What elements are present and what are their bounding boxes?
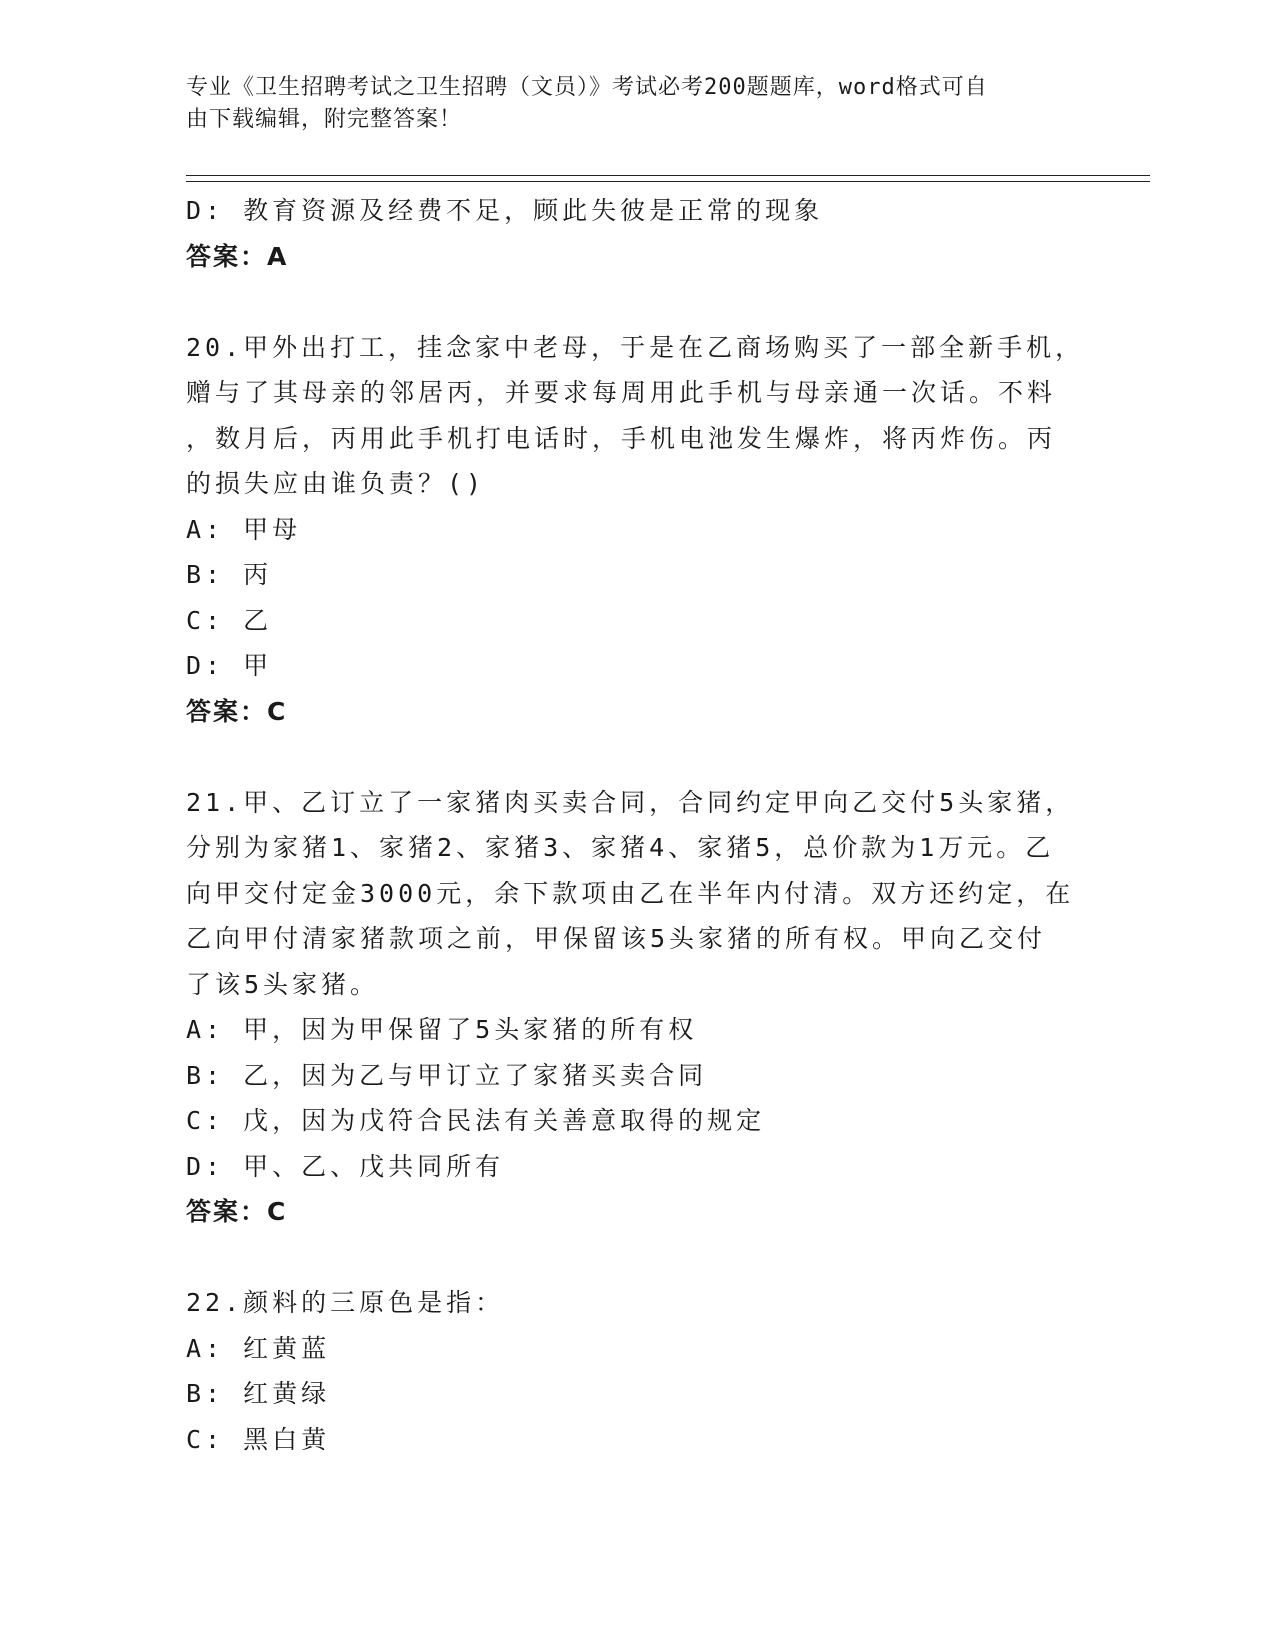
document-header bbox=[186, 72, 1066, 136]
answer-line: 答案：C bbox=[186, 1197, 288, 1226]
option-c: C: 戊，因为戊符合民法有关善意取得的规定 bbox=[186, 1106, 766, 1135]
question-text-line: 分别为家猪1、家猪2、家猪3、家猪4、家猪5，总价款为1万元。乙 bbox=[186, 833, 1055, 862]
question-21 bbox=[186, 780, 1086, 1235]
question-text-line: 乙向甲付清家猪款项之前，甲保留该5头家猪的所有权。甲向乙交付 bbox=[186, 924, 1047, 953]
option-d: D: 甲、乙、戊共同所有 bbox=[186, 1151, 505, 1181]
header-line-1: 专业《卫生招聘考试之卫生招聘（文员）》考试必考200题题库，word格式可自 bbox=[186, 75, 988, 100]
option-b: B: 丙 bbox=[186, 560, 273, 589]
question-text-line: ，数月后，丙用此手机打电话时，手机电池发生爆炸，将丙炸伤。丙 bbox=[186, 423, 1057, 453]
option-a: A: 红黄蓝 bbox=[186, 1333, 331, 1363]
header-line-2: 由下载编辑，附完整答案！ bbox=[186, 107, 463, 132]
header-divider-bottom bbox=[186, 181, 1150, 182]
answer-line: 答案：A bbox=[186, 241, 289, 271]
question-text-line: 赠与了其母亲的邻居丙，并要求每周用此手机与母亲通一次话。不料 bbox=[186, 378, 1057, 407]
option-c: C: 乙 bbox=[186, 605, 273, 635]
question-text-line: 20.甲外出打工，挂念家中老母，于是在乙商场购买了一部全新手机， bbox=[186, 332, 1085, 362]
spacer bbox=[186, 1235, 1086, 1281]
spacer bbox=[186, 734, 1086, 780]
answer-line: 答案：C bbox=[186, 696, 288, 726]
question-22 bbox=[186, 1280, 1086, 1462]
option-b: B: 红黄绿 bbox=[186, 1379, 331, 1408]
question-20 bbox=[186, 325, 1086, 735]
option-d: D: 甲 bbox=[186, 651, 273, 680]
spacer bbox=[186, 279, 1086, 325]
document-body bbox=[186, 188, 1086, 1462]
header-divider-top bbox=[186, 175, 1150, 176]
option-a: A: 甲母 bbox=[186, 514, 302, 544]
question-text-line: 了该5头家猪。 bbox=[186, 969, 380, 999]
question-text-line: 21.甲、乙订立了一家猪肉买卖合同，合同约定甲向乙交付5头家猪， bbox=[186, 787, 1075, 817]
question-text-line: 的损失应由谁负责？() bbox=[186, 469, 486, 498]
option-c: C: 黑白黄 bbox=[186, 1424, 331, 1454]
question-text-line: 向甲交付定金3000元，余下款项由乙在半年内付清。双方还约定，在 bbox=[186, 878, 1075, 908]
question-text-line: 22.颜料的三原色是指： bbox=[186, 1288, 505, 1317]
option-d: D: 教育资源及经费不足，顾此失彼是正常的现象 bbox=[186, 196, 824, 225]
option-a: A: 甲，因为甲保留了5头家猪的所有权 bbox=[186, 1015, 698, 1044]
option-b: B: 乙，因为乙与甲订立了家猪买卖合同 bbox=[186, 1060, 708, 1090]
